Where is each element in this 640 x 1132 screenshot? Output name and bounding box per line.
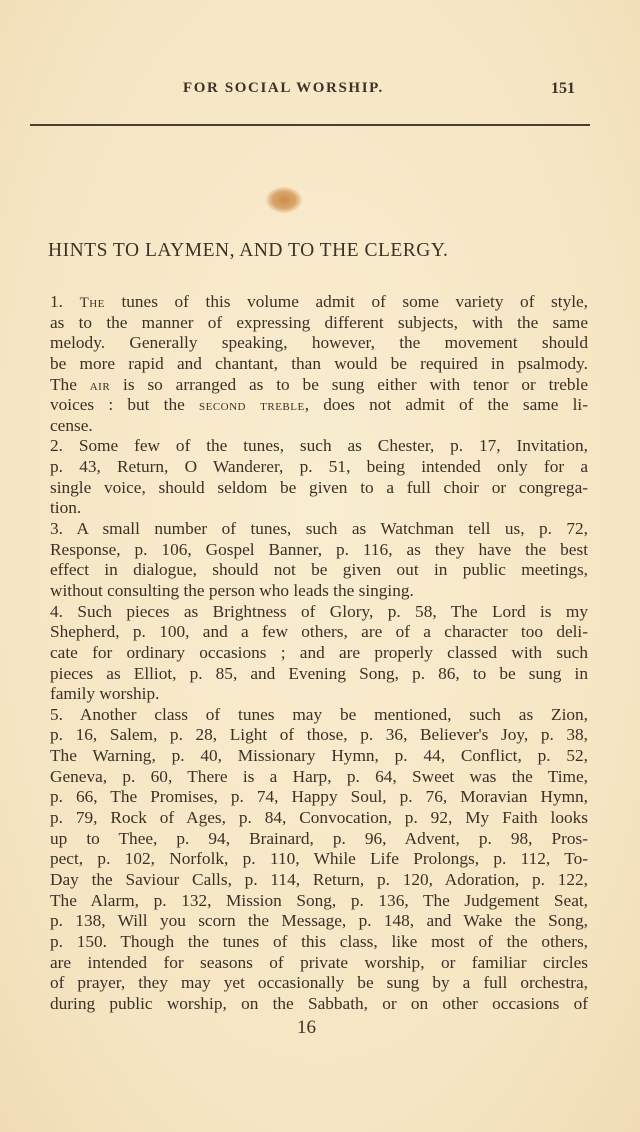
text-line: p. 66, The Promises, p. 74, Happy Soul, p. 76, Moravian Hymn,	[50, 787, 588, 807]
text-line: The Alarm, p. 132, Mission Song, p. 136, The Judgement Seat,	[50, 890, 588, 910]
signature-mark: 16	[297, 1017, 316, 1038]
small-caps-text: second treble	[199, 398, 305, 415]
text-line: cate for ordinary occasions ; and are properly classed with such	[50, 642, 588, 662]
text-line: of prayer, they may yet occasionally be sung by a full orchestra,	[50, 973, 588, 993]
text-run: , does not admit of the same li-	[304, 395, 588, 415]
text-line: family worship.	[50, 684, 160, 704]
text-line: pieces as Elliot, p. 85, and Evening Song, p. 86, to be sung in	[50, 663, 588, 683]
text-line: 5. Another class of tunes may be mentioned, such as Zion,	[50, 704, 588, 724]
text-line: are intended for seasons of private worship, or familiar circles	[50, 952, 588, 972]
text-line: be more rapid and chantant, than would be required in psalmody.	[50, 353, 588, 373]
text-line: during public worship, on the Sabbath, or on other occasions of	[50, 993, 588, 1013]
text-line: Response, p. 106, Gospel Banner, p. 116, as they have the best	[50, 539, 588, 559]
text-line: as to the manner of expressing different subjects, with the same	[50, 312, 588, 332]
text-run: voices : but the	[50, 395, 199, 415]
paragraph	[50, 705, 588, 1015]
text-line: single voice, should seldom be given to a full choir or congrega-	[50, 477, 588, 497]
paragraph	[50, 519, 588, 602]
running-head: FOR SOCIAL WORSHIP.	[183, 80, 384, 96]
header-rule	[30, 124, 590, 126]
text-line: melody. Generally speaking, however, the movement should	[50, 333, 588, 353]
text-line	[50, 292, 588, 313]
text-line: Shepherd, p. 100, and a few others, are of a character too deli-	[50, 622, 588, 642]
section-title: HINTS TO LAYMEN, AND TO THE CLERGY.	[48, 240, 449, 261]
text-line: Day the Saviour Calls, p. 114, Return, p. 120, Adoration, p. 122,	[50, 869, 588, 889]
text-line: pect, p. 102, Norfolk, p. 110, While Life Prolongs, p. 112, To-	[50, 849, 588, 869]
paragraph	[50, 602, 588, 705]
text-line: 4. Such pieces as Brightness of Glory, p. 58, The Lord is my	[50, 601, 588, 621]
paragraph	[50, 436, 588, 519]
ornament-blot	[266, 187, 302, 213]
text-run: The	[50, 374, 90, 394]
text-run: is so arranged as to be sung either with tenor or treble	[110, 374, 588, 394]
text-line: without consulting the person who leads the singing.	[50, 580, 414, 600]
text-line: Geneva, p. 60, There is a Harp, p. 64, Sweet was the Time,	[50, 766, 588, 786]
text-run: tunes of this volume admit of some variety of style,	[104, 292, 589, 311]
text-line: 3. A small number of tunes, such as Watchman tell us, p. 72,	[50, 519, 588, 539]
body-text	[50, 292, 588, 1014]
text-line: p. 138, Will you scorn the Message, p. 148, and Wake the Song,	[50, 911, 588, 931]
text-line: effect in dialogue, should not be given out in public meetings,	[50, 560, 588, 580]
text-line: p. 43, Return, O Wanderer, p. 51, being intended only for a	[50, 457, 588, 477]
text-line: cense.	[50, 415, 93, 435]
small-caps-text: air	[89, 377, 111, 394]
text-line	[50, 375, 588, 396]
page-number: 151	[551, 80, 575, 97]
text-line: tion.	[50, 498, 82, 518]
text-line	[50, 395, 588, 416]
text-run: 1.	[50, 292, 80, 311]
text-line: up to Thee, p. 94, Brainard, p. 96, Advent, p. 98, Pros-	[50, 828, 588, 848]
text-line: 2. Some few of the tunes, such as Chester, p. 17, Invitation,	[50, 436, 588, 456]
text-line: The Warning, p. 40, Missionary Hymn, p. 44, Conflict, p. 52,	[50, 746, 588, 766]
text-line: p. 79, Rock of Ages, p. 84, Convocation, p. 92, My Faith looks	[50, 808, 588, 828]
small-caps-text: The	[79, 295, 105, 311]
text-line: p. 16, Salem, p. 28, Light of those, p. 36, Believer's Joy, p. 38,	[50, 725, 588, 745]
paragraph	[50, 292, 588, 436]
text-line: p. 150. Though the tunes of this class, like most of the others,	[50, 931, 588, 951]
